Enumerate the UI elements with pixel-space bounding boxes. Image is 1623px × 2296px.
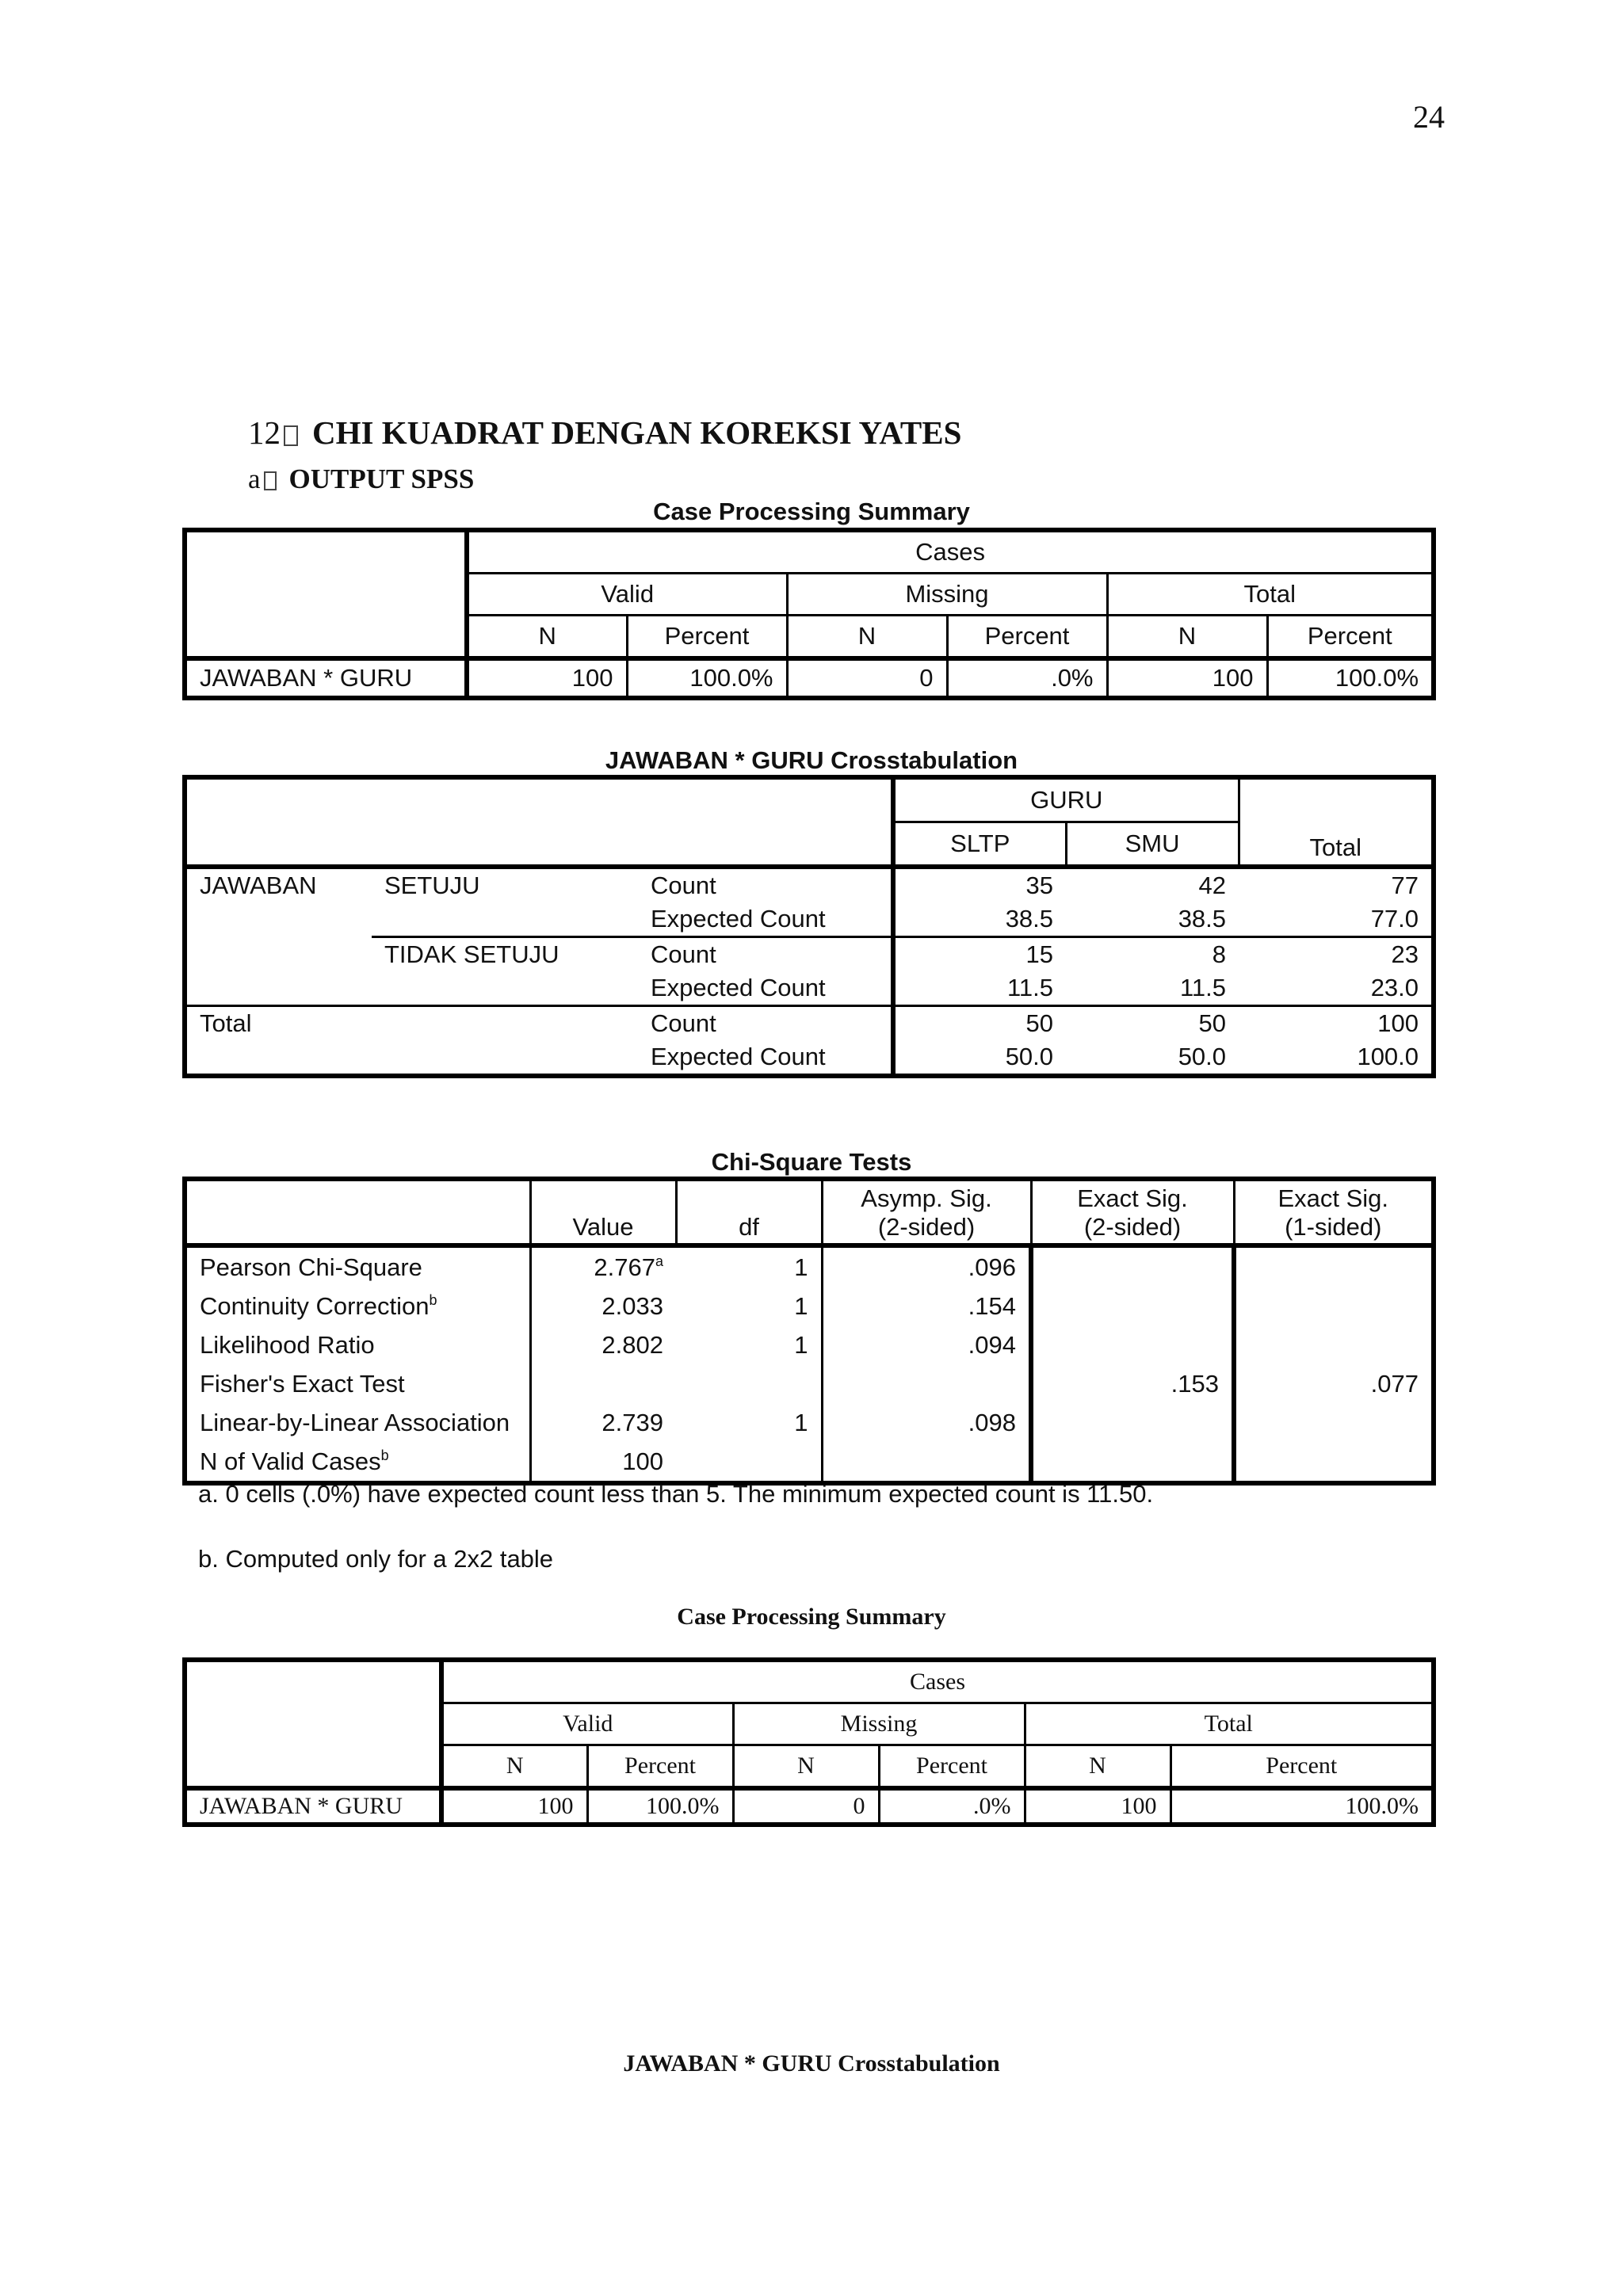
column-header-smu: SMU — [1125, 830, 1180, 857]
footnote-b: b. Computed only for a 2x2 table — [198, 1545, 554, 1573]
cell: 77.0 — [1370, 905, 1419, 933]
total-row-label: Total — [185, 1006, 638, 1041]
test-label: Pearson Chi-Square — [200, 1253, 422, 1281]
column-header: Percent — [1170, 1745, 1434, 1789]
stat-label: Expected Count — [638, 902, 893, 937]
corner-cell — [185, 777, 893, 867]
crosstab-title: JAWABAN * GURU Crosstabulation — [605, 746, 1018, 774]
footnote-a: a. 0 cells (.0%) have expected count less than 5. The minimum expected count is 11.50. — [198, 1480, 1154, 1508]
section-heading — [248, 414, 961, 452]
value-cell: 2.739 — [530, 1403, 676, 1442]
category-label: SETUJU — [372, 867, 638, 902]
value-cell: 2.033 — [530, 1287, 676, 1325]
exact-sig-1-cell — [1234, 1287, 1434, 1325]
cell: 50 — [1066, 1006, 1239, 1041]
guru-header: GURU — [893, 777, 1239, 822]
case-processing-summary-table-2 — [182, 1657, 1436, 1827]
cell: 0 — [787, 658, 947, 698]
case-processing-summary-table — [182, 528, 1436, 700]
category-label: TIDAK SETUJU — [372, 937, 638, 972]
cell: 0 — [733, 1788, 879, 1825]
df-cell: 1 — [794, 1292, 808, 1320]
group-header: Valid — [467, 574, 787, 616]
exact-sig-1-cell: .077 — [1234, 1364, 1434, 1403]
asymp-sig-cell: .098 — [822, 1403, 1031, 1442]
cps1-title: Case Processing Summary — [653, 498, 970, 525]
cell: 35 — [893, 867, 1066, 902]
group-header: Total — [1025, 1703, 1434, 1745]
exact-sig-1-cell — [1234, 1403, 1434, 1442]
missing-glyph-icon — [284, 425, 298, 446]
footnote-marker: b — [380, 1447, 389, 1463]
stat-label: Count — [638, 867, 893, 902]
cell: .0% — [879, 1788, 1025, 1825]
asymp-sig-header: Asymp. Sig. (2-sided) — [822, 1179, 1031, 1245]
cell: 100 — [1107, 658, 1267, 698]
row-var-label: JAWABAN — [185, 867, 372, 1006]
cell: 15 — [893, 937, 1066, 972]
stat-label: Count — [638, 937, 893, 972]
footnote-marker: b — [429, 1292, 437, 1308]
chi-square-row — [185, 1287, 1434, 1325]
test-label: Continuity Correction$^b$ — [200, 1292, 437, 1320]
exact-sig-1-cell — [1234, 1442, 1434, 1483]
cps2-title: Case Processing Summary — [677, 1604, 946, 1630]
cell: 100.0% — [587, 1788, 733, 1825]
category-spacer — [372, 971, 638, 1006]
exact-sig-2-cell — [1031, 1325, 1234, 1364]
test-label: Linear-by-Linear Association — [200, 1409, 510, 1436]
column-header: N — [787, 616, 947, 659]
total-header: Total — [1239, 777, 1434, 867]
cell: 8 — [1066, 937, 1239, 972]
cell: 77 — [1239, 867, 1434, 902]
footnote-marker: a — [655, 1253, 663, 1269]
corner-cell — [185, 1179, 530, 1245]
column-header: N — [441, 1745, 587, 1789]
cell: 23 — [1239, 937, 1434, 972]
exact-sig-1-cell — [1234, 1245, 1434, 1287]
df-cell — [676, 1442, 822, 1483]
df-cell — [676, 1364, 822, 1403]
exact-sig-2-cell — [1031, 1442, 1234, 1483]
cases-header: Cases — [441, 1660, 1434, 1703]
exact-sig-2-cell — [1031, 1245, 1234, 1287]
crosstab-table — [182, 775, 1436, 1078]
exact-sig-2-cell: .153 — [1031, 1364, 1234, 1403]
value-cell: 100 — [530, 1442, 676, 1483]
cell: 23.0 — [1370, 974, 1419, 1001]
test-label: Likelihood Ratio — [200, 1331, 375, 1359]
cell: 50.0 — [1005, 1043, 1054, 1070]
exact-sig-2-cell — [1031, 1403, 1234, 1442]
cell: 38.5 — [1178, 905, 1227, 933]
cell: 11.5 — [1179, 974, 1227, 1001]
chi-square-row — [185, 1364, 1434, 1403]
category-spacer — [372, 902, 638, 937]
value-cell: 2.802 — [530, 1325, 676, 1364]
cell: 50.0 — [1178, 1043, 1227, 1070]
cell: 100.0% — [1170, 1788, 1434, 1825]
column-header: N — [733, 1745, 879, 1789]
cell: 100 — [1025, 1788, 1170, 1825]
exact-sig-1-header: Exact Sig. (1-sided) — [1234, 1179, 1434, 1245]
group-header: Total — [1107, 574, 1434, 616]
column-header: Percent — [879, 1745, 1025, 1789]
value-cell: 2.767$^a$ — [530, 1245, 676, 1287]
cell: 38.5 — [1005, 905, 1054, 933]
cell: 11.5 — [1006, 974, 1054, 1001]
cell: 100 — [441, 1788, 587, 1825]
cell: 100.0 — [1357, 1043, 1419, 1070]
page-number: 24 — [1413, 99, 1445, 135]
section-number: 12 — [248, 414, 281, 451]
chi-square-title: Chi-Square Tests — [711, 1148, 912, 1176]
asymp-sig-cell: .154 — [822, 1287, 1031, 1325]
asymp-sig-cell — [822, 1364, 1031, 1403]
cell: 42 — [1066, 867, 1239, 902]
cell: .0% — [947, 658, 1107, 698]
corner-cell — [185, 1660, 441, 1788]
asymp-sig-cell — [822, 1442, 1031, 1483]
cell: 50 — [893, 1006, 1066, 1041]
column-header: Percent — [1267, 616, 1434, 659]
subsection-title: OUTPUT SPSS — [288, 463, 475, 494]
subsection-heading — [248, 463, 474, 495]
chi-square-row — [185, 1325, 1434, 1364]
df-cell: 1 — [794, 1331, 808, 1359]
stat-label: Expected Count — [638, 971, 893, 1006]
test-label: Fisher's Exact Test — [200, 1370, 405, 1398]
subsection-letter: a — [248, 463, 261, 494]
row-label: JAWABAN * GURU — [185, 1788, 441, 1825]
df-cell: 1 — [794, 1253, 808, 1281]
spacer — [185, 1040, 638, 1076]
test-label: N of Valid Cases$^b$ — [200, 1447, 389, 1475]
column-header: N — [1107, 616, 1267, 659]
value-cell — [530, 1364, 676, 1403]
cell: 100.0% — [627, 658, 787, 698]
cell: 100 — [467, 658, 627, 698]
group-header: Missing — [733, 1703, 1025, 1745]
stat-label: Expected Count — [638, 1040, 893, 1076]
cases-header: Cases — [467, 530, 1434, 574]
group-header: Valid — [441, 1703, 733, 1745]
value-header: Value — [530, 1179, 676, 1245]
asymp-sig-cell: .096 — [822, 1245, 1031, 1287]
row-label: JAWABAN * GURU — [185, 658, 467, 698]
chi-square-row — [185, 1403, 1434, 1442]
chi-square-row — [185, 1245, 1434, 1287]
stat-label: Count — [638, 1006, 893, 1041]
cell: 100 — [1239, 1006, 1434, 1041]
column-header: N — [467, 616, 627, 659]
chi-square-row — [185, 1442, 1434, 1483]
df-header: df — [676, 1179, 822, 1245]
column-header: Percent — [587, 1745, 733, 1789]
missing-glyph-icon — [264, 471, 277, 490]
asymp-sig-cell: .094 — [822, 1325, 1031, 1364]
crosstab-2-title: JAWABAN * GURU Crosstabulation — [623, 2050, 1000, 2077]
exact-sig-2-cell — [1031, 1287, 1234, 1325]
column-header: Percent — [947, 616, 1107, 659]
corner-cell — [185, 530, 467, 658]
group-header: Missing — [787, 574, 1107, 616]
column-header-sltp: SLTP — [893, 822, 1066, 868]
chi-square-table — [182, 1177, 1436, 1486]
column-header: Percent — [627, 616, 787, 659]
cell: 100.0% — [1267, 658, 1434, 698]
section-title: CHI KUADRAT DENGAN KOREKSI YATES — [312, 414, 962, 451]
exact-sig-1-cell — [1234, 1325, 1434, 1364]
df-cell: 1 — [794, 1409, 808, 1436]
column-header: N — [1025, 1745, 1170, 1789]
exact-sig-2-header: Exact Sig. (2-sided) — [1031, 1179, 1234, 1245]
